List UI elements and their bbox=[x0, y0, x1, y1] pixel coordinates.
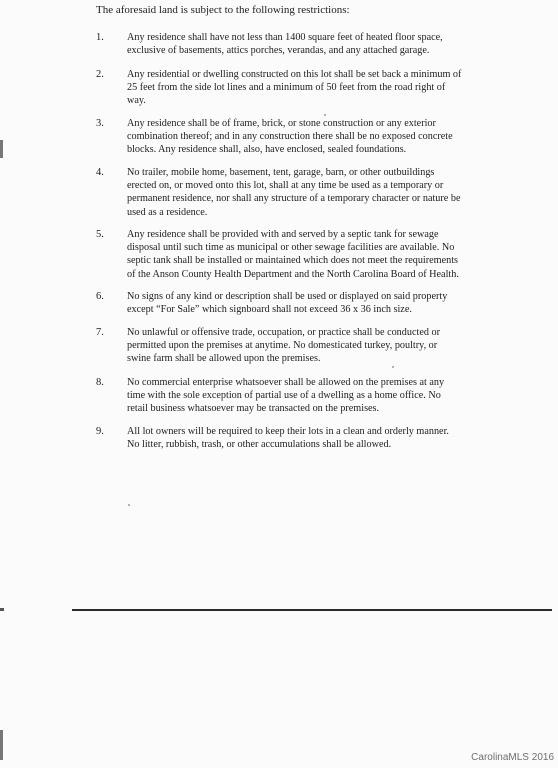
restriction-text bbox=[127, 290, 477, 316]
scan-edge-mark bbox=[0, 140, 3, 158]
restriction-number: 9. bbox=[96, 426, 104, 437]
restriction-line: permanent residence, nor shall any structure of a temporary character or nature be bbox=[127, 193, 461, 205]
scan-edge-mark bbox=[0, 608, 4, 611]
restriction-line: except “For Sale” which signboard shall not exceed 36 x 36 inch size. bbox=[127, 304, 412, 316]
restriction-line: combination thereof; and in any construction there shall be no exposed concrete bbox=[127, 131, 453, 143]
horizontal-rule bbox=[72, 609, 552, 611]
restriction-line: swine farm shall be allowed upon the premises. bbox=[127, 353, 321, 365]
restriction-text bbox=[127, 326, 477, 366]
restriction-line: permitted upon the premises at anytime. No domesticated turkey, poultry, or bbox=[127, 340, 438, 352]
restriction-line: Any residence shall have not less than 1400 square feet of heated floor space, bbox=[127, 32, 443, 43]
restriction-line: All lot owners will be required to keep their lots in a clean and orderly manner. bbox=[127, 426, 449, 437]
restriction-number: 7. bbox=[96, 327, 104, 338]
restriction-number: 4. bbox=[96, 167, 104, 178]
restriction-text bbox=[127, 376, 477, 416]
restriction-line: 25 feet from the side lot lines and a minimum of 50 feet from the road right of bbox=[127, 82, 446, 94]
restrictions-intro: The aforesaid land is subject to the following restrictions: bbox=[96, 4, 350, 16]
restriction-number: 8. bbox=[96, 377, 104, 388]
restriction-line: Any residential or dwelling constructed on this lot shall be set back a minimum of bbox=[127, 69, 462, 80]
scan-speck bbox=[392, 366, 394, 368]
restriction-line: erected on, or moved onto this lot, shall at any time be used as a temporary or bbox=[127, 180, 444, 192]
restriction-line: of the Anson County Health Department and the North Carolina Board of Health. bbox=[127, 268, 459, 280]
restriction-line: No trailer, mobile home, basement, tent, garage, barn, or other outbuildings bbox=[127, 167, 435, 178]
restriction-text bbox=[127, 425, 477, 451]
scan-speck bbox=[128, 504, 130, 506]
restriction-number: 5. bbox=[96, 229, 104, 240]
restriction-number: 6. bbox=[96, 291, 104, 302]
restriction-line: No unlawful or offensive trade, occupation, or practice shall be conducted or bbox=[127, 327, 440, 338]
restriction-text bbox=[127, 166, 477, 219]
restriction-line: Any residence shall be provided with and served by a septic tank for sewage bbox=[127, 229, 439, 240]
restriction-line: septic tank shall be installed or maintained which does not meet the requirements bbox=[127, 255, 458, 267]
restriction-line: way. bbox=[127, 95, 146, 107]
scan-edge-mark bbox=[0, 730, 3, 760]
watermark: CarolinaMLS 2016 bbox=[471, 752, 554, 763]
restriction-line: time with the sole exception of partial use of a dwelling as a home office. No bbox=[127, 390, 441, 402]
restriction-number: 3. bbox=[96, 118, 104, 129]
restriction-text bbox=[127, 117, 477, 157]
restriction-line: used as a residence. bbox=[127, 206, 208, 218]
restriction-text bbox=[127, 31, 477, 57]
restriction-line: Any residence shall be of frame, brick, or stone construction or any exterior bbox=[127, 118, 436, 129]
restriction-line: exclusive of basements, attics porches, verandas, and any attached garage. bbox=[127, 45, 430, 57]
restriction-line: retail business whatsoever may be transacted on the premises. bbox=[127, 403, 380, 415]
restriction-text bbox=[127, 68, 477, 108]
scan-speck bbox=[324, 114, 326, 116]
restriction-number: 2. bbox=[96, 69, 104, 80]
restriction-text bbox=[127, 228, 477, 281]
restriction-line: No signs of any kind or description shall be used or displayed on said property bbox=[127, 291, 448, 302]
restriction-line: No commercial enterprise whatsoever shall be allowed on the premises at any bbox=[127, 377, 445, 388]
restriction-number: 1. bbox=[96, 32, 104, 43]
restriction-line: No litter, rubbish, trash, or other accumulations shall be allowed. bbox=[127, 439, 392, 451]
restriction-line: blocks. Any residence shall, also, have enclosed, sealed foundations. bbox=[127, 144, 407, 156]
restriction-line: disposal until such time as municipal or other sewage facilities are available. No bbox=[127, 242, 455, 254]
